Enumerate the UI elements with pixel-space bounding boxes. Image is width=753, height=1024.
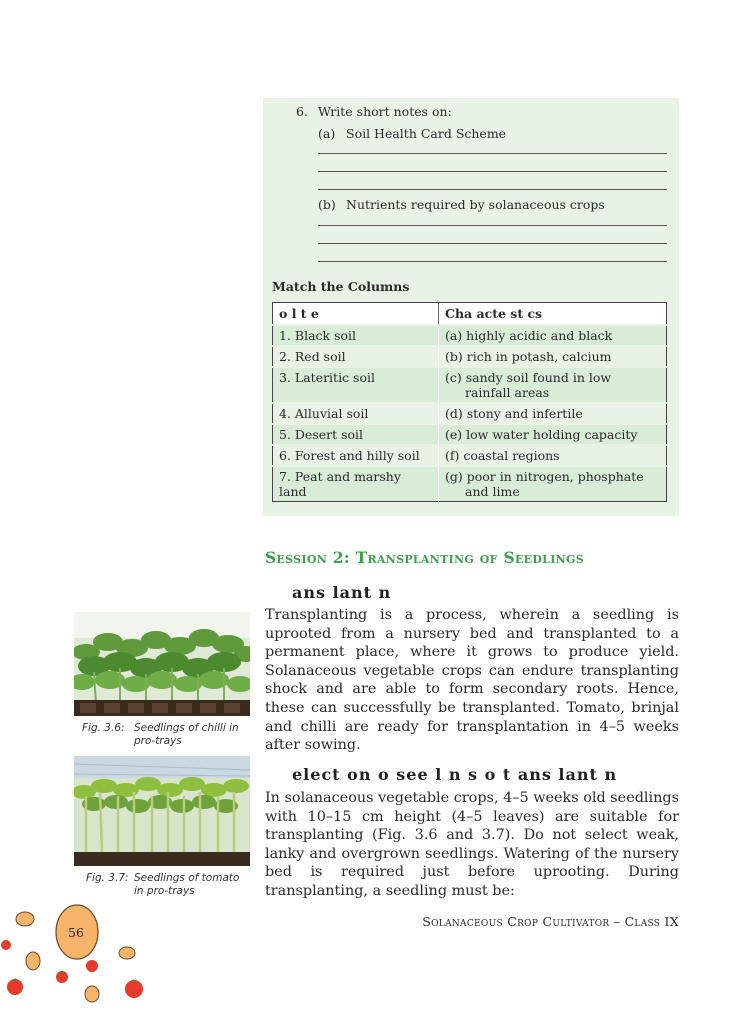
potato-icon	[119, 947, 135, 959]
tomato-icon	[1, 940, 11, 950]
characteristic-cell	[439, 403, 667, 424]
page-number: 56	[68, 925, 84, 940]
sub-text: Nutrients required by solanaceous crops	[346, 197, 605, 212]
answer-line[interactable]	[318, 243, 667, 244]
question-text: Write short notes on:	[318, 104, 452, 119]
characteristic-text: (b) rich in potash, calcium	[445, 349, 612, 364]
characteristic-text: (g) poor in nitrogen, phosphate and lime	[445, 469, 644, 499]
figure-caption-text: Seedlings of tomato in pro-trays	[134, 872, 240, 897]
answer-line[interactable]	[318, 189, 667, 190]
figure-caption	[82, 722, 125, 735]
answer-line[interactable]	[318, 261, 667, 262]
table-row	[273, 346, 667, 367]
figure-caption-text: Seedlings of chilli in pro-trays	[134, 722, 239, 747]
session-title: Session 2: Transplanting of Seedlings	[265, 548, 584, 567]
characteristic-cell	[439, 346, 667, 367]
table-row	[273, 325, 667, 346]
characteristic-text: (a) highly acidic and black	[445, 328, 613, 343]
table-row	[273, 424, 667, 445]
vegetables-decoration	[0, 895, 160, 1024]
characteristic-cell	[439, 424, 667, 445]
characteristic-text: (e) low water holding capacity	[445, 427, 638, 442]
paragraph-selection: In solanaceous vegetable crops, 4–5 weeks old seedlings with 10–15 cm height (4–5 leaves) are suitable for transplanting (Fig. 3.6 and 3.7). Do not select weak, lanky and overgrown seedlings. Watering of the nursery bed is required just before uprooting. During transplanting, a seedling must be:	[265, 790, 679, 899]
figure-caption	[86, 872, 129, 885]
characteristic-cell	[439, 367, 667, 403]
soil-cell: 6. Forest and hilly soil	[273, 445, 439, 466]
potato-icon	[16, 912, 34, 926]
soil-cell: 2. Red soil	[273, 346, 439, 367]
tomato-icon	[125, 980, 143, 998]
match-title: Match the Columns	[272, 279, 410, 294]
answer-line[interactable]	[318, 225, 667, 226]
table-row	[273, 445, 667, 466]
tomato-seedlings-photo	[74, 756, 250, 866]
soil-cell: 4. Alluvial soil	[273, 403, 439, 424]
section-heading: elect on o see l n s o t ans lant n	[292, 765, 618, 784]
characteristic-text: (f) coastal regions	[445, 448, 560, 463]
potato-icon	[85, 986, 99, 1002]
characteristic-cell	[439, 325, 667, 346]
potato-icon	[26, 952, 40, 970]
caption-label: Fig. 3.7:	[86, 872, 129, 884]
soil-cell: 3. Lateritic soil	[273, 367, 439, 403]
column-header: o l t e	[273, 303, 439, 326]
table-row	[273, 466, 667, 502]
table-row	[273, 367, 667, 403]
table-header-row	[273, 303, 667, 326]
sub-label: (b)	[318, 197, 336, 212]
question-number: 6.	[296, 104, 308, 119]
soil-cell: 5. Desert soil	[273, 424, 439, 445]
answer-line[interactable]	[318, 153, 667, 154]
soil-cell: 1. Black soil	[273, 325, 439, 346]
characteristic-text: (d) stony and infertile	[445, 406, 583, 421]
characteristic-cell	[439, 445, 667, 466]
section-heading: ans lant n	[292, 583, 392, 602]
match-table	[272, 302, 667, 502]
characteristic-cell	[439, 466, 667, 502]
characteristic-text: (c) sandy soil found in low rainfall areas	[445, 370, 612, 400]
running-footer: Solanaceous Crop Cultivator – Class IX	[422, 914, 679, 929]
column-header: Cha acte st cs	[439, 303, 667, 326]
tomato-icon	[86, 960, 98, 972]
question-6a	[318, 126, 506, 141]
sub-text: Soil Health Card Scheme	[346, 126, 507, 141]
chilli-seedlings-photo	[74, 612, 250, 716]
paragraph-transplanting: Transplanting is a process, wherein a seedling is uprooted from a nursery bed and transplanted to a permanent place, where it grows to produce yield. Solanaceous vegetable crops can endure transplanting shock and are able to form secondary roots. Hence, these can successfully be transplanted. Tomato, brinjal and chilli are ready for transplantation in 4–5 weeks after sowing.	[265, 607, 679, 754]
caption-label: Fig. 3.6:	[82, 722, 125, 734]
table-row	[273, 403, 667, 424]
sub-label: (a)	[318, 126, 336, 141]
question-6b	[318, 197, 605, 212]
soil-cell: 7. Peat and marshy land	[273, 466, 439, 502]
answer-line[interactable]	[318, 171, 667, 172]
